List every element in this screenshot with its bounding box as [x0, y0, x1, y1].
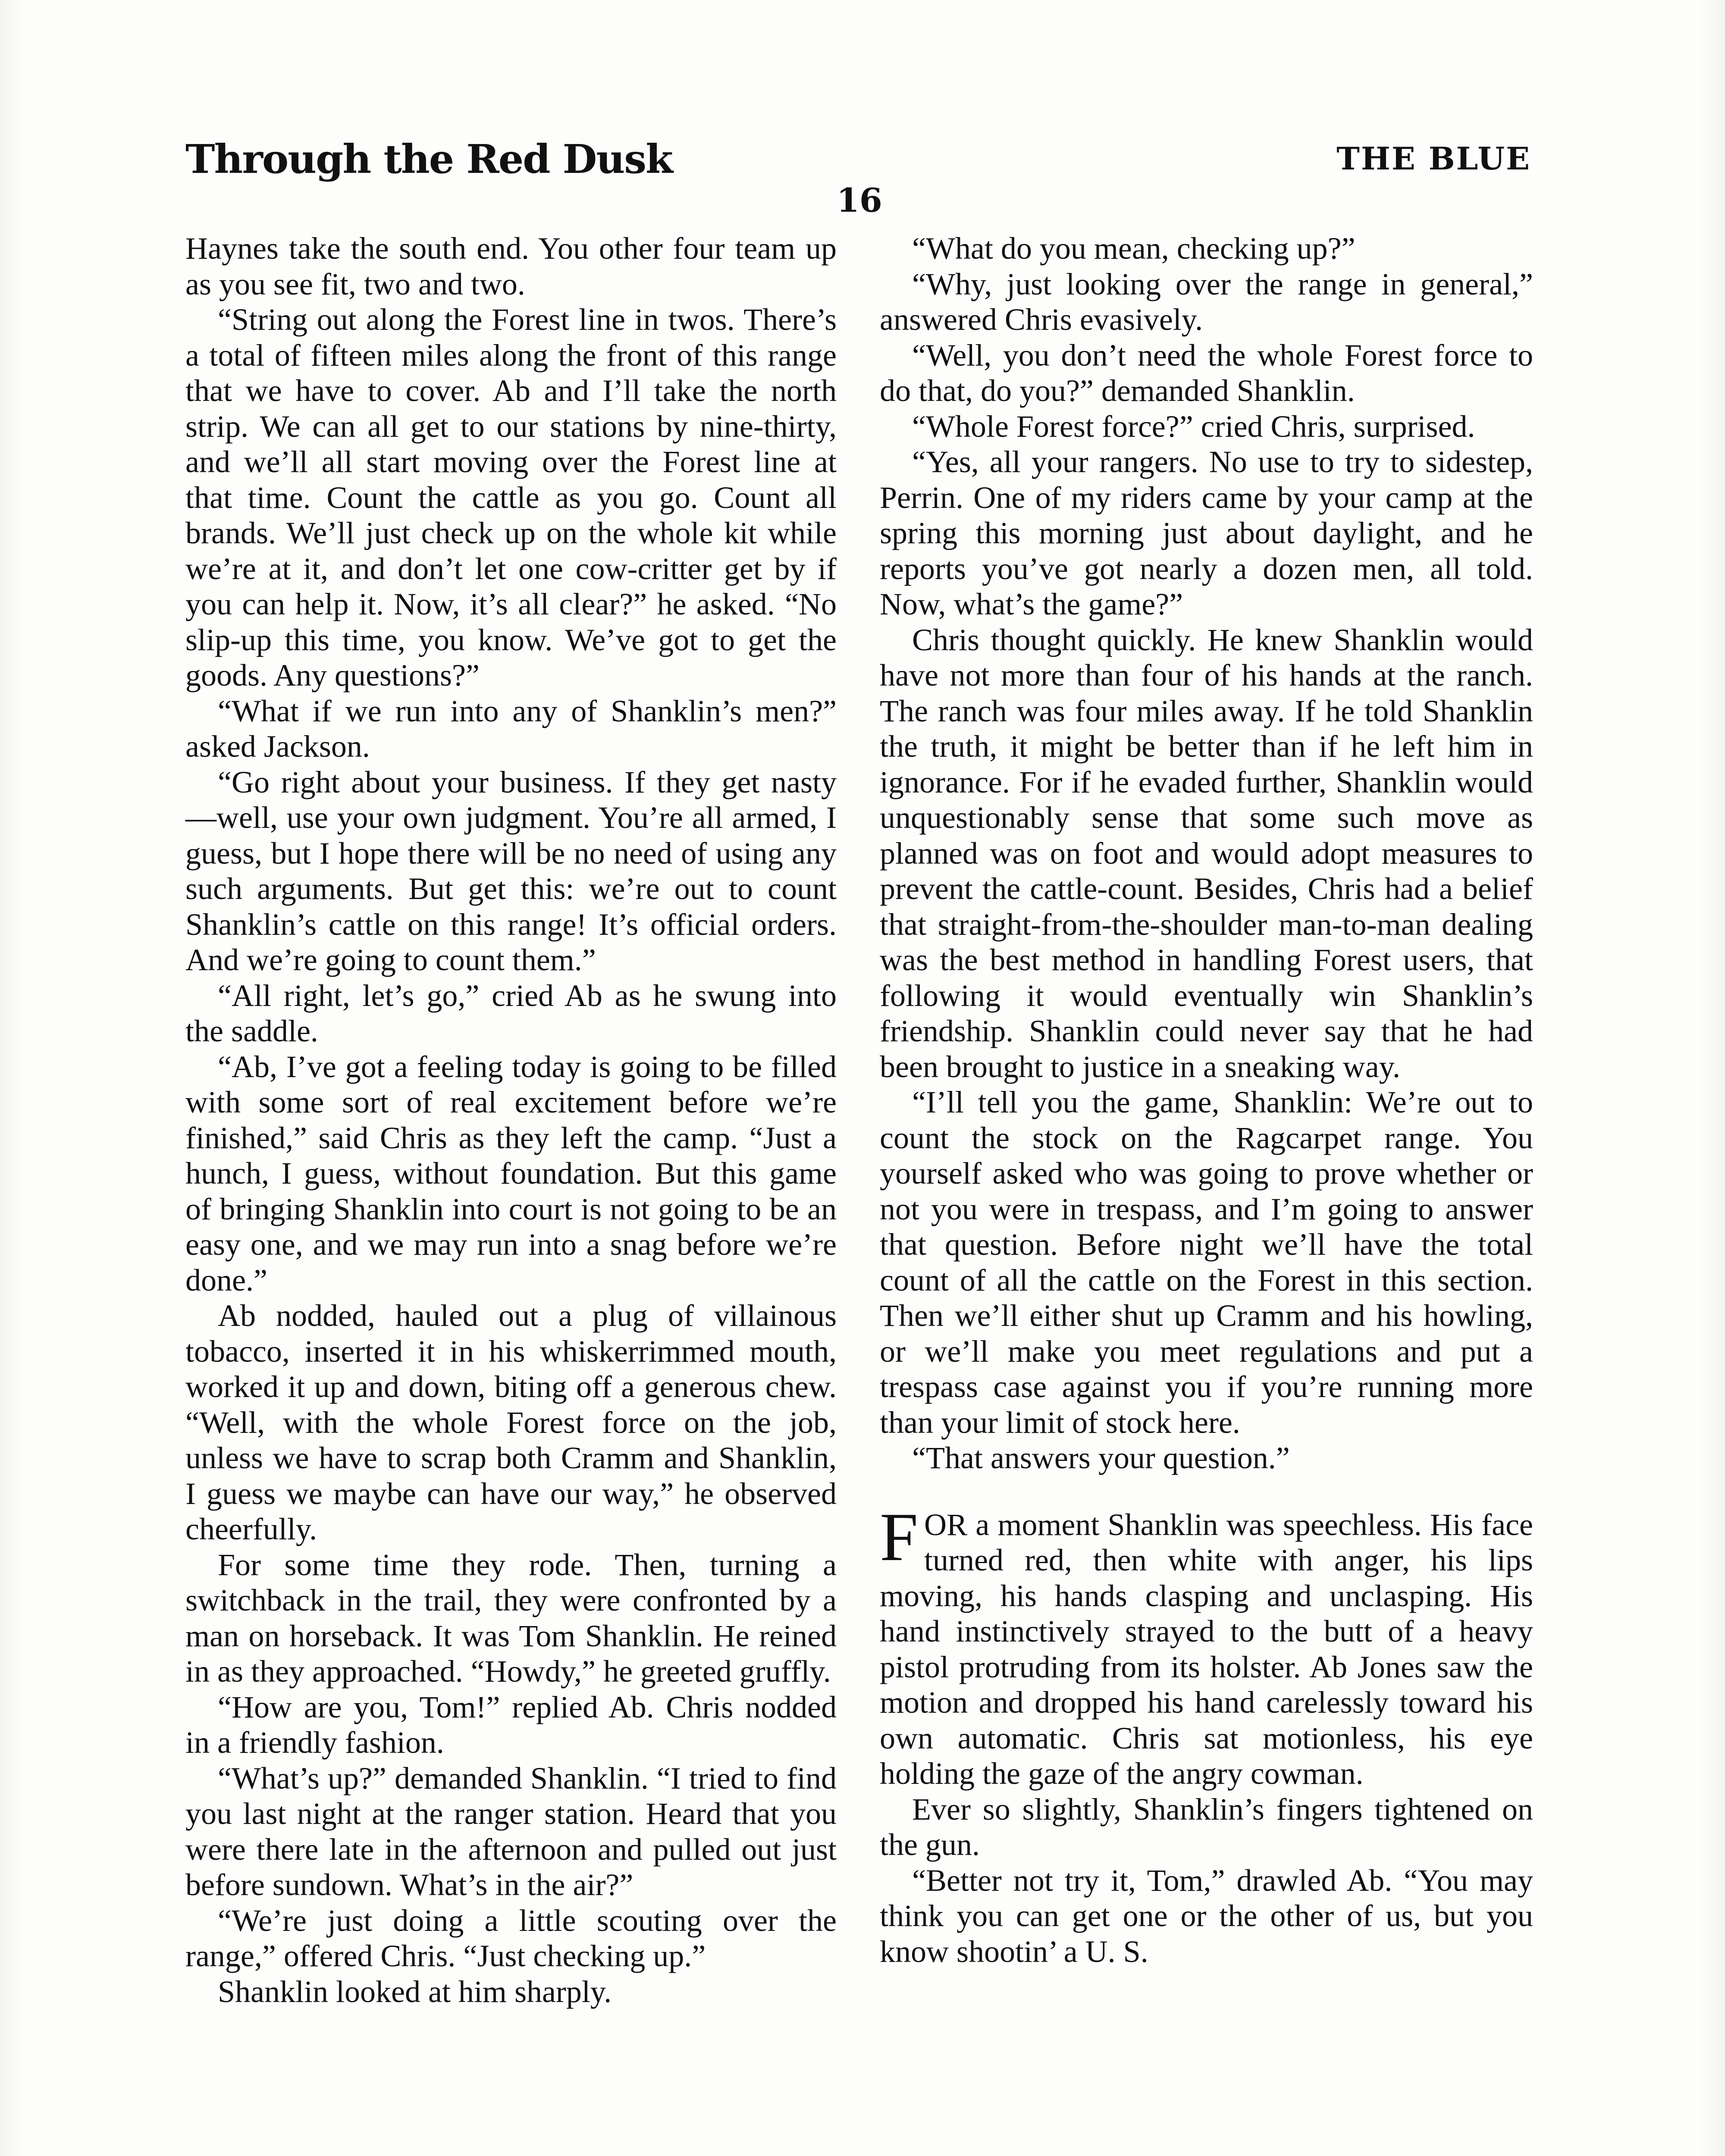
paragraph: “Well, you don’t need the whole Forest force to do that, do you?” demanded Shanklin. — [880, 338, 1533, 408]
paragraph: Haynes take the south end. You other four team up as you see fit, two and two. — [185, 231, 837, 301]
paragraph: “That answers your question.” — [912, 1441, 1290, 1475]
paragraph: “I’ll tell you the game, Shanklin: We’re out to count the stock on the Ragcarpet range. You yourself asked who was going to prove whether or not you were in trespass, and I’m going to answer that question. Before night we’ll have the total count of all the cattle on the Forest in this section. Then we’ll either shut up Cramm and his howling, or we’ll make you meet regulations and put a trespass case against you if you’re running more than your limit of stock here. — [880, 1085, 1533, 1440]
paragraph: Shanklin looked at him sharply. — [218, 1974, 612, 2009]
right-column — [880, 231, 1533, 1969]
paragraph: Chris thought quickly. He knew Shanklin would have not more than four of his hands at the ranch. The ranch was four miles away. If he told Shanklin the truth, it might be better than if he left him in ignorance. For if he evaded further, Shanklin would unquestionably sense that some such move as planned was on foot and would adopt measures to prevent the cattle-count. Besides, Chris had a belief that straight-from-the-shoulder man-to-man dealing was the best method in handling Forest users, that following it would eventually win Shanklin’s friendship. Shanklin could never say that he had been brought to justice in a sneaking way. — [880, 622, 1533, 1084]
page-number: 16 — [837, 181, 882, 219]
drop-cap-letter: F — [880, 1498, 918, 1575]
paragraph: Ever so slightly, Shanklin’s fingers tightened on the gun. — [880, 1792, 1533, 1862]
paragraph: “What do you mean, checking up?” — [912, 231, 1355, 266]
section-opening-paragraph — [880, 1498, 1533, 1792]
paragraph: “Go right about your business. If they get nasty—well, use your own judgment. You’re all armed, I guess, but I hope there will be no need of using any such arguments. But get this: we’re out to count Shanklin’s cattle on this range! It’s official orders. And we’re going to count them.” — [185, 765, 837, 977]
paragraph: “Why, just looking over the range in general,” answered Chris evasively. — [880, 266, 1533, 337]
paragraph: “Yes, all your rangers. No use to try to sidestep, Perrin. One of my riders came by your camp at the spring this morning just about daylight, and he reports you’ve got nearly a dozen men, all told. Now, what’s the game?” — [880, 445, 1533, 621]
paragraph: “All right, let’s go,” cried Ab as he swung into the saddle. — [185, 978, 837, 1048]
paragraph: “We’re just doing a little scouting over the range,” offered Chris. “Just checking up.” — [185, 1903, 837, 1973]
paragraph: Ab nodded, hauled out a plug of villainous tobacco, inserted it in his whiskerrimmed mouth, worked it up and down, biting off a generous chew. “Well, with the whole Forest force on the job, unless we have to scrap both Cramm and Shanklin, I guess we maybe can have our way,” he observed cheerfully. — [185, 1298, 837, 1546]
paragraph: “String out along the Forest line in twos. There’s a total of fifteen miles along the front of this range that we have to cover. Ab and I’ll take the north strip. We can all get to our stations by nine-thirty, and we’ll all start moving over the Forest line at that time. Count the cattle as you go. Count all brands. We’ll just check up on the whole kit while we’re at it, and don’t let one cow-critter get by if you can help it. Now, it’s all clear?” he asked. “No slip-up this time, you know. We’ve got to get the goods. Any questions?” — [185, 302, 837, 693]
drop-cap-continuation: OR — [924, 1507, 968, 1542]
left-column — [185, 231, 837, 2009]
paragraph: For some time they rode. Then, turning a switchback in the trail, they were confronted by a man on horseback. It was Tom Shanklin. He reined in as they approached. “Howdy,” he greeted gruffly. — [185, 1547, 837, 1689]
paragraph: “Ab, I’ve got a feeling today is going to be filled with some sort of real excitement before we’re finished,” said Chris as they left the camp. “Just a hunch, I guess, without foundation. But this game of bringing Shanklin into court is not going to be an easy one, and we may run into a snag before we’re done.” — [185, 1049, 837, 1297]
magazine-title: THE BLUE — [1336, 140, 1531, 177]
paragraph: “Whole Forest force?” cried Chris, surprised. — [912, 409, 1475, 444]
paragraph: “What’s up?” demanded Shanklin. “I tried to find you last night at the ranger station. Heard that you were there late in the afternoon and pulled out just before sundown. What’s in the air?” — [185, 1761, 837, 1902]
paragraph: “Better not try it, Tom,” drawled Ab. “You may think you can get one or the other of us, but you know shootin’ a U. S. — [880, 1863, 1533, 1969]
paragraph: “How are you, Tom!” replied Ab. Chris nodded in a friendly fashion. — [185, 1689, 837, 1760]
paragraph-text: a moment Shanklin was speechless. His face turned red, then white with anger, his lips moving, his hands clasping and unclasping. His hand instinctively strayed to the butt of a heavy pistol protruding from its holster. Ab Jones saw the motion and dropped his hand carelessly toward his own automatic. Chris sat motionless, his eye holding the gaze of the angry cowman. — [880, 1507, 1533, 1791]
paragraph: “What if we run into any of Shanklin’s men?” asked Jackson. — [185, 693, 837, 764]
story-title: Through the Red Dusk — [185, 136, 672, 182]
